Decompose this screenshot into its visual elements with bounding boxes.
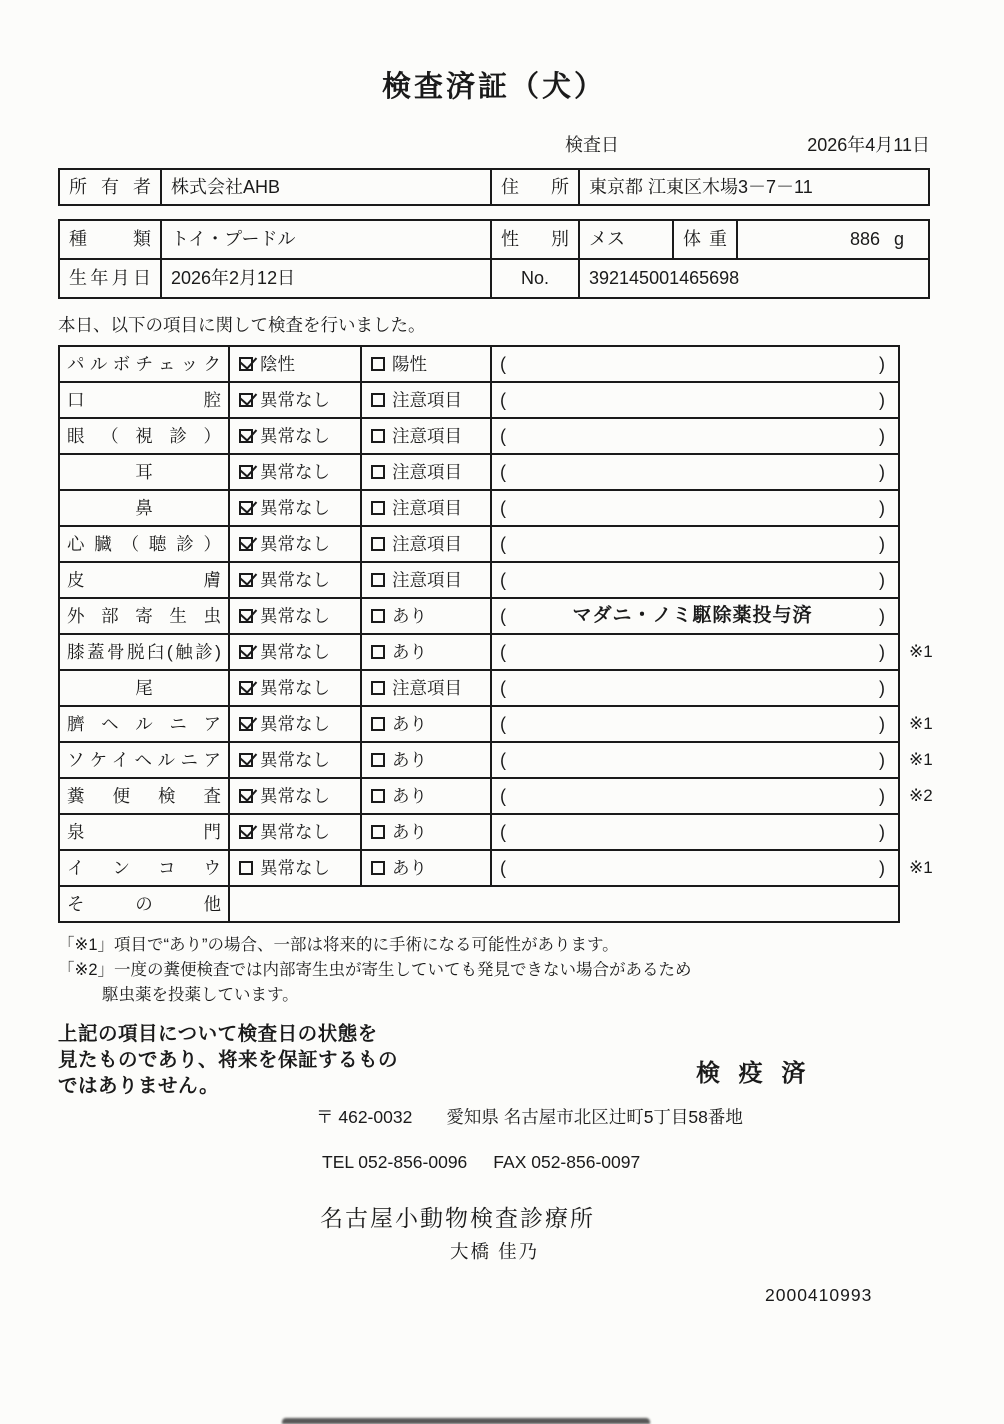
breed-row xyxy=(60,221,928,258)
exam-item-label: 膝蓋骨脱臼(触診) xyxy=(67,642,221,662)
no-value: 392145001465698 xyxy=(589,268,740,288)
option-label: 異常なし xyxy=(260,570,330,590)
address-label-cell xyxy=(492,170,580,204)
paren-open: ( xyxy=(500,390,506,410)
checkbox-icon xyxy=(371,645,385,659)
footnote-mark: ※1 xyxy=(909,714,933,733)
owner-value: 株式会社AHB xyxy=(171,177,281,197)
option-label: 異常なし xyxy=(260,606,330,626)
exam-item-label: 心臓（聴診） xyxy=(67,534,221,554)
footnotes xyxy=(58,933,946,1008)
option-label: あり xyxy=(392,858,427,878)
paren-open: ( xyxy=(500,714,506,734)
footnote-mark xyxy=(900,417,909,455)
clinic-fax: FAX 052-856-0097 xyxy=(493,1152,641,1172)
checkbox-icon xyxy=(371,753,385,767)
paren-close: ) xyxy=(879,390,885,410)
owner-table xyxy=(58,168,930,206)
paren-open: ( xyxy=(500,786,506,806)
checkbox-icon xyxy=(371,501,385,515)
paren-open: ( xyxy=(500,858,506,878)
option-label: 注意項目 xyxy=(392,570,462,590)
closing-section xyxy=(58,1021,946,1099)
checkbox-icon xyxy=(239,501,253,515)
checkbox-icon xyxy=(371,789,385,803)
exam-row-umbilical-hernia xyxy=(58,705,946,743)
exam-row-nose xyxy=(58,489,946,527)
exam-item-label: 鼻 xyxy=(135,498,153,518)
paren-open: ( xyxy=(500,606,506,626)
birth-label-cell xyxy=(60,260,162,297)
exam-row-parvo xyxy=(58,345,946,383)
owner-label-cell xyxy=(60,170,162,204)
checkbox-icon xyxy=(371,465,385,479)
paren-close: ) xyxy=(879,498,885,518)
exam-table xyxy=(58,345,946,923)
option-label: 注意項目 xyxy=(392,462,462,482)
option-label: 異常なし xyxy=(260,498,330,518)
quarantine-stamp: 検 疫 済 xyxy=(696,1060,812,1087)
footnote-mark: ※1 xyxy=(909,642,933,661)
paren-open: ( xyxy=(500,822,506,842)
exam-item-label: ソケイヘルニア xyxy=(67,750,221,770)
address-label: 住所 xyxy=(501,177,569,197)
option-label: 異常なし xyxy=(260,426,330,446)
option-label: あり xyxy=(392,750,427,770)
sex-value-cell xyxy=(580,221,674,258)
checkbox-icon xyxy=(239,825,253,839)
breed-value-cell xyxy=(162,221,492,258)
exam-row-eyes xyxy=(58,417,946,455)
option-label: 注意項目 xyxy=(392,678,462,698)
footnote-mark: ※1 xyxy=(909,750,933,769)
paren-close: ) xyxy=(879,678,885,698)
exam-row-tail xyxy=(58,669,946,707)
birth-label: 生年月日 xyxy=(69,268,151,288)
footnote-mark xyxy=(900,489,909,527)
paren-close: ) xyxy=(879,786,885,806)
option-label: あり xyxy=(392,714,427,734)
address-value: 東京都 江東区木場3－7－11 xyxy=(589,177,813,197)
paren-open: ( xyxy=(500,534,506,554)
paren-close: ) xyxy=(879,858,885,878)
paren-open: ( xyxy=(500,498,506,518)
footnote-mark xyxy=(900,525,909,563)
paren-open: ( xyxy=(500,678,506,698)
disclaimer-line-2: 見たものであり、将来を保証するもの xyxy=(58,1049,399,1071)
paren-close: ) xyxy=(878,606,885,626)
footnote-mark xyxy=(900,597,909,635)
exam-item-label: 臍ヘルニア xyxy=(67,714,221,734)
footnote-mark xyxy=(900,669,909,707)
paren-open: ( xyxy=(500,642,506,662)
no-value-cell xyxy=(580,260,928,297)
weight-value-cell xyxy=(738,221,928,258)
option-label: 陰性 xyxy=(260,354,295,374)
weight-label: 体重 xyxy=(683,229,727,249)
exam-row-inguinal-hernia xyxy=(58,741,946,779)
disclaimer xyxy=(58,1021,488,1099)
inspection-date-label: 検査日 xyxy=(565,135,619,155)
owner-value-cell xyxy=(162,170,492,204)
footnote-2-cont: 駆虫薬を投薬しています。 xyxy=(102,986,299,1004)
exam-row-ears xyxy=(58,453,946,491)
birth-value-cell xyxy=(162,260,492,297)
option-label: 異常なし xyxy=(260,678,330,698)
inspection-date-value: 2026年4月11日 xyxy=(807,135,930,155)
footnote-mark xyxy=(900,561,909,599)
checkbox-icon xyxy=(371,825,385,839)
option-label: あり xyxy=(392,822,427,842)
weight-value: 886 xyxy=(849,229,880,249)
footnote-mark xyxy=(900,885,909,923)
option-label: 異常なし xyxy=(260,390,330,410)
other-empty-cell xyxy=(230,887,898,921)
option-label: 異常なし xyxy=(260,534,330,554)
paren-close: ) xyxy=(879,426,885,446)
weight-unit: g xyxy=(893,229,904,249)
checkbox-icon xyxy=(239,537,253,551)
checkbox-icon xyxy=(239,861,253,875)
exam-item-label: パルボチェック xyxy=(67,354,221,374)
paren-close: ) xyxy=(879,642,885,662)
checkbox-icon xyxy=(239,645,253,659)
checkbox-icon xyxy=(239,753,253,767)
paren-close: ) xyxy=(879,750,885,770)
option-label: 異常なし xyxy=(260,642,330,662)
footnote-2: 「※2」一度の糞便検査では内部寄生虫が寄生していても発見できない場合があるため xyxy=(58,961,692,979)
intro-text: 本日、以下の項目に関して検査を行いました。 xyxy=(58,315,426,335)
scan-artifact xyxy=(282,1418,650,1424)
option-label: 異常なし xyxy=(260,786,330,806)
breed-value: トイ・プードル xyxy=(171,229,296,249)
clinic-tel: TEL 052-856-0096 xyxy=(322,1152,468,1172)
postal-code: 〒 462-0032 xyxy=(316,1107,413,1127)
birth-value: 2026年2月12日 xyxy=(171,268,296,288)
breed-label-cell xyxy=(60,221,162,258)
clinic-address-line xyxy=(316,1104,946,1129)
checkbox-icon xyxy=(371,681,385,695)
checkbox-icon xyxy=(371,717,385,731)
checkbox-icon xyxy=(239,465,253,479)
checkbox-icon xyxy=(239,573,253,587)
checkbox-icon xyxy=(239,681,253,695)
exam-row-fontanelle xyxy=(58,813,946,851)
exam-item-label: 糞便検査 xyxy=(67,786,221,806)
clinic-name: 名古屋小動物検査診療所 xyxy=(320,1205,595,1231)
serial-number: 2000410993 xyxy=(765,1285,873,1305)
footnote-mark xyxy=(900,345,909,383)
paren-close: ) xyxy=(879,534,885,554)
exam-row-mouth xyxy=(58,381,946,419)
page-title: 検査済証（犬） xyxy=(381,71,606,103)
checkbox-icon xyxy=(371,393,385,407)
checkbox-icon xyxy=(371,357,385,371)
weight-label-cell xyxy=(674,221,738,258)
disclaimer-line-3: ではありません。 xyxy=(58,1075,220,1097)
exam-row-inkou xyxy=(58,849,946,887)
paren-close: ) xyxy=(879,462,885,482)
exam-row-skin xyxy=(58,561,946,599)
checkbox-icon xyxy=(371,861,385,875)
birth-row xyxy=(60,258,928,297)
option-label: 注意項目 xyxy=(392,534,462,554)
footnote-mark xyxy=(900,813,909,851)
option-label: あり xyxy=(392,642,427,662)
checkbox-icon xyxy=(239,357,253,371)
paren-open: ( xyxy=(500,426,506,446)
disclaimer-line-1: 上記の項目について検査日の状態を xyxy=(58,1023,378,1045)
exam-item-label: 皮膚 xyxy=(67,570,221,590)
clinic-telfax-line xyxy=(322,1152,946,1173)
sex-label: 性別 xyxy=(501,229,569,249)
veterinarian-name: 大橋 佳乃 xyxy=(450,1241,540,1262)
inspection-date-row xyxy=(58,131,930,155)
exam-note: マダニ・ノミ駆除薬投与済 xyxy=(572,605,813,626)
footnote-mark xyxy=(900,453,909,491)
sex-label-cell xyxy=(492,221,580,258)
option-label: 陽性 xyxy=(392,354,427,374)
exam-row-fecal xyxy=(58,777,946,815)
owner-label: 所有者 xyxy=(69,177,151,197)
checkbox-icon xyxy=(239,789,253,803)
option-label: 異常なし xyxy=(260,714,330,734)
footnote-mark xyxy=(900,381,909,419)
option-label: 異常なし xyxy=(260,858,330,878)
paren-open: ( xyxy=(500,750,506,770)
clinic-address: 愛知県 名古屋市北区辻町5丁目58番地 xyxy=(446,1107,743,1127)
exam-row-parasites xyxy=(58,597,946,635)
exam-item-label: 眼（視診） xyxy=(67,426,221,446)
footnote-mark: ※1 xyxy=(909,858,933,877)
option-label: 注意項目 xyxy=(392,426,462,446)
paren-close: ) xyxy=(879,714,885,734)
exam-row-other xyxy=(58,885,946,923)
checkbox-icon xyxy=(239,393,253,407)
no-label: No. xyxy=(520,268,549,288)
checkbox-icon xyxy=(371,573,385,587)
address-value-cell xyxy=(580,170,928,204)
pet-info-table xyxy=(58,219,930,299)
paren-close: ) xyxy=(879,354,885,374)
paren-open: ( xyxy=(500,354,506,374)
footnote-mark: ※2 xyxy=(909,786,933,805)
exam-item-label: インコウ xyxy=(67,858,221,878)
checkbox-icon xyxy=(371,429,385,443)
exam-item-label: 外部寄生虫 xyxy=(67,606,221,626)
exam-item-label: 泉門 xyxy=(67,822,221,842)
option-label: あり xyxy=(392,606,427,626)
option-label: 異常なし xyxy=(260,462,330,482)
breed-label: 種類 xyxy=(69,229,151,249)
checkbox-icon xyxy=(371,537,385,551)
exam-item-label: 耳 xyxy=(135,462,153,482)
option-label: 注意項目 xyxy=(392,498,462,518)
paren-close: ) xyxy=(879,570,885,590)
option-label: 異常なし xyxy=(260,822,330,842)
exam-item-label: 尾 xyxy=(135,678,153,698)
footnote-1: 「※1」項目で“あり”の場合、一部は将来的に手術になる可能性があります。 xyxy=(58,936,619,954)
option-label: 注意項目 xyxy=(392,390,462,410)
option-label: あり xyxy=(392,786,427,806)
exam-row-patella xyxy=(58,633,946,671)
checkbox-icon xyxy=(239,609,253,623)
checkbox-icon xyxy=(371,609,385,623)
checkbox-icon xyxy=(239,717,253,731)
owner-row xyxy=(60,170,928,204)
exam-row-heart xyxy=(58,525,946,563)
exam-item-label: その他 xyxy=(67,894,221,914)
exam-item-label: 口腔 xyxy=(67,390,221,410)
sex-value: メス xyxy=(589,229,625,249)
paren-open: ( xyxy=(500,570,506,590)
paren-close: ) xyxy=(879,822,885,842)
option-label: 異常なし xyxy=(260,750,330,770)
paren-open: ( xyxy=(500,462,506,482)
checkbox-icon xyxy=(239,429,253,443)
no-label-cell xyxy=(492,260,580,297)
